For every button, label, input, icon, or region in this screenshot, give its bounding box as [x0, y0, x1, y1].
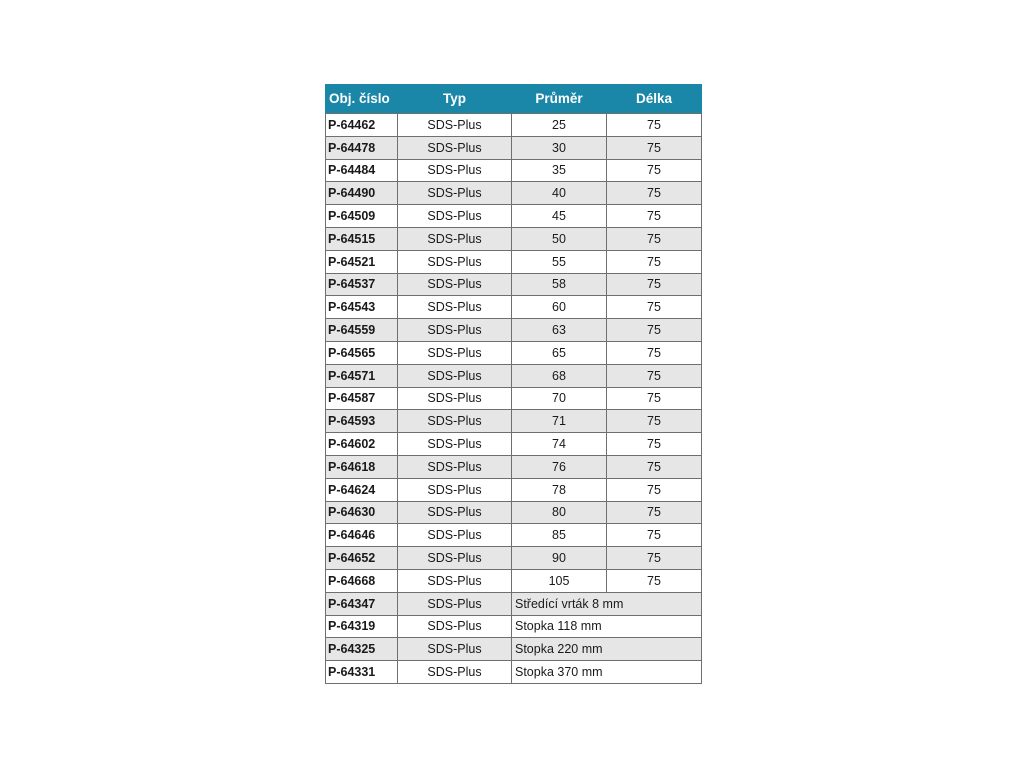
table-row — [326, 433, 702, 456]
cell-diameter: 80 — [512, 501, 607, 524]
cell-type: SDS-Plus — [398, 227, 512, 250]
cell-diameter: 74 — [512, 433, 607, 456]
cell-diameter: 25 — [512, 114, 607, 137]
cell-length: 75 — [607, 433, 702, 456]
table-row — [326, 501, 702, 524]
table-row — [326, 114, 702, 137]
cell-code: P-64593 — [326, 410, 398, 433]
table-row — [326, 159, 702, 182]
cell-code: P-64478 — [326, 136, 398, 159]
cell-note: Stopka 118 mm — [512, 615, 702, 638]
cell-length: 75 — [607, 501, 702, 524]
cell-length: 75 — [607, 547, 702, 570]
cell-note: Stopka 220 mm — [512, 638, 702, 661]
cell-length: 75 — [607, 227, 702, 250]
cell-type: SDS-Plus — [398, 478, 512, 501]
cell-code: P-64543 — [326, 296, 398, 319]
cell-diameter: 50 — [512, 227, 607, 250]
cell-type: SDS-Plus — [398, 273, 512, 296]
cell-type: SDS-Plus — [398, 364, 512, 387]
cell-type: SDS-Plus — [398, 410, 512, 433]
cell-code: P-64624 — [326, 478, 398, 501]
table-row — [326, 227, 702, 250]
cell-type: SDS-Plus — [398, 455, 512, 478]
cell-type: SDS-Plus — [398, 319, 512, 342]
cell-type: SDS-Plus — [398, 661, 512, 684]
cell-type: SDS-Plus — [398, 501, 512, 524]
cell-code: P-64462 — [326, 114, 398, 137]
cell-type: SDS-Plus — [398, 341, 512, 364]
cell-code: P-64652 — [326, 547, 398, 570]
cell-code: P-64559 — [326, 319, 398, 342]
header-type: Typ — [398, 84, 512, 114]
table-row — [326, 410, 702, 433]
cell-diameter: 90 — [512, 547, 607, 570]
cell-diameter: 35 — [512, 159, 607, 182]
cell-code: P-64587 — [326, 387, 398, 410]
cell-note: Středící vrták 8 mm — [512, 592, 702, 615]
cell-code: P-64347 — [326, 592, 398, 615]
table-row — [326, 136, 702, 159]
cell-diameter: 105 — [512, 569, 607, 592]
cell-length: 75 — [607, 569, 702, 592]
table-row — [326, 615, 702, 638]
table-row — [326, 273, 702, 296]
cell-length: 75 — [607, 273, 702, 296]
cell-diameter: 58 — [512, 273, 607, 296]
cell-diameter: 40 — [512, 182, 607, 205]
cell-type: SDS-Plus — [398, 387, 512, 410]
cell-code: P-64565 — [326, 341, 398, 364]
table-row — [326, 250, 702, 273]
cell-diameter: 63 — [512, 319, 607, 342]
table-row — [326, 478, 702, 501]
cell-length: 75 — [607, 478, 702, 501]
cell-code: P-64537 — [326, 273, 398, 296]
cell-code: P-64490 — [326, 182, 398, 205]
table-row — [326, 569, 702, 592]
cell-type: SDS-Plus — [398, 136, 512, 159]
cell-type: SDS-Plus — [398, 592, 512, 615]
table-row — [326, 296, 702, 319]
cell-code: P-64646 — [326, 524, 398, 547]
cell-note: Stopka 370 mm — [512, 661, 702, 684]
cell-code: P-64319 — [326, 615, 398, 638]
cell-diameter: 70 — [512, 387, 607, 410]
spec-table — [325, 84, 702, 684]
cell-diameter: 45 — [512, 205, 607, 228]
cell-type: SDS-Plus — [398, 433, 512, 456]
cell-type: SDS-Plus — [398, 296, 512, 319]
cell-length: 75 — [607, 524, 702, 547]
cell-length: 75 — [607, 136, 702, 159]
cell-length: 75 — [607, 364, 702, 387]
table-row — [326, 592, 702, 615]
table-row — [326, 638, 702, 661]
cell-length: 75 — [607, 205, 702, 228]
cell-type: SDS-Plus — [398, 205, 512, 228]
cell-length: 75 — [607, 182, 702, 205]
cell-diameter: 55 — [512, 250, 607, 273]
table-row — [326, 364, 702, 387]
cell-type: SDS-Plus — [398, 547, 512, 570]
table-body — [326, 114, 702, 684]
cell-code: P-64571 — [326, 364, 398, 387]
cell-length: 75 — [607, 250, 702, 273]
cell-code: P-64509 — [326, 205, 398, 228]
cell-length: 75 — [607, 455, 702, 478]
cell-type: SDS-Plus — [398, 114, 512, 137]
cell-diameter: 68 — [512, 364, 607, 387]
header-length: Délka — [607, 84, 702, 114]
cell-code: P-64602 — [326, 433, 398, 456]
table-row — [326, 547, 702, 570]
cell-length: 75 — [607, 159, 702, 182]
cell-length: 75 — [607, 341, 702, 364]
cell-diameter: 76 — [512, 455, 607, 478]
cell-diameter: 30 — [512, 136, 607, 159]
cell-code: P-64521 — [326, 250, 398, 273]
cell-diameter: 65 — [512, 341, 607, 364]
table-row — [326, 205, 702, 228]
cell-code: P-64325 — [326, 638, 398, 661]
cell-type: SDS-Plus — [398, 250, 512, 273]
table-row — [326, 387, 702, 410]
cell-code: P-64630 — [326, 501, 398, 524]
cell-code: P-64331 — [326, 661, 398, 684]
cell-length: 75 — [607, 296, 702, 319]
cell-type: SDS-Plus — [398, 159, 512, 182]
cell-diameter: 78 — [512, 478, 607, 501]
cell-length: 75 — [607, 319, 702, 342]
table-row — [326, 182, 702, 205]
cell-type: SDS-Plus — [398, 638, 512, 661]
header-code: Obj. číslo — [326, 84, 398, 114]
cell-diameter: 60 — [512, 296, 607, 319]
cell-code: P-64618 — [326, 455, 398, 478]
cell-length: 75 — [607, 387, 702, 410]
cell-type: SDS-Plus — [398, 524, 512, 547]
table-row — [326, 455, 702, 478]
table-row — [326, 524, 702, 547]
cell-length: 75 — [607, 410, 702, 433]
table-row — [326, 341, 702, 364]
cell-diameter: 85 — [512, 524, 607, 547]
header-row — [326, 84, 702, 114]
cell-diameter: 71 — [512, 410, 607, 433]
table-row — [326, 319, 702, 342]
table-row — [326, 661, 702, 684]
header-diameter: Průměr — [512, 84, 607, 114]
table-header — [326, 84, 702, 114]
cell-code: P-64515 — [326, 227, 398, 250]
cell-code: P-64668 — [326, 569, 398, 592]
cell-length: 75 — [607, 114, 702, 137]
cell-code: P-64484 — [326, 159, 398, 182]
cell-type: SDS-Plus — [398, 615, 512, 638]
cell-type: SDS-Plus — [398, 182, 512, 205]
cell-type: SDS-Plus — [398, 569, 512, 592]
